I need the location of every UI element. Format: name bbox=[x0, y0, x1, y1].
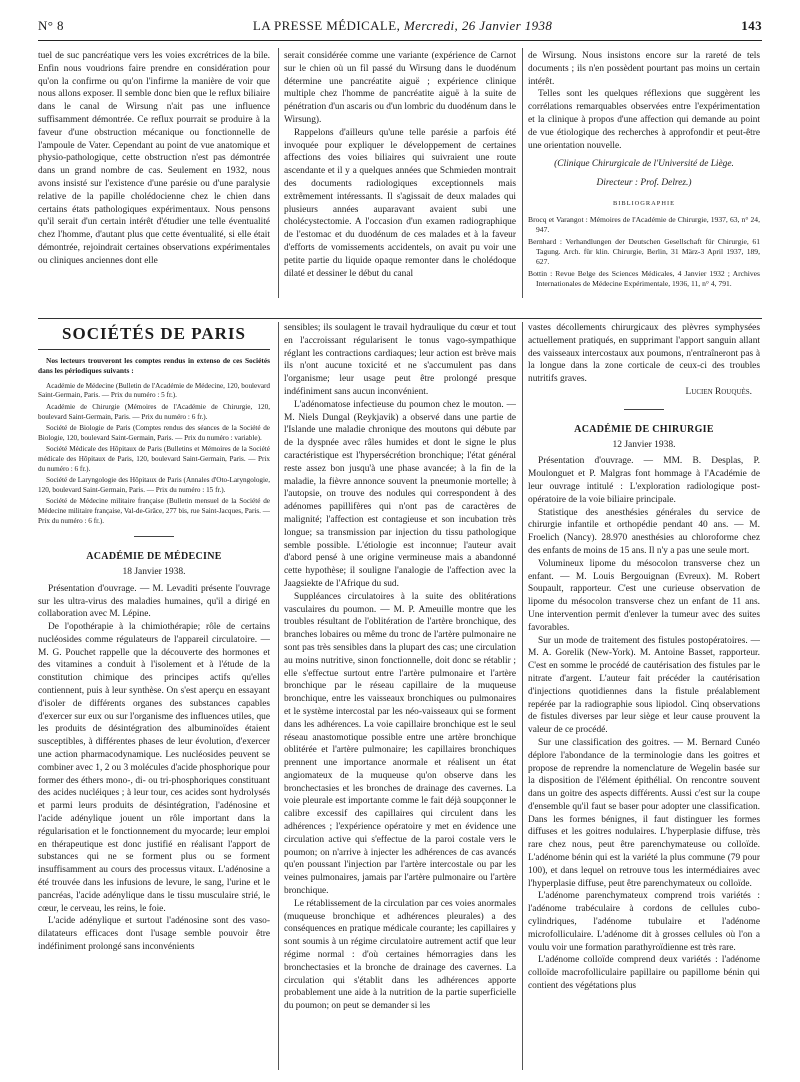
bibliography-entry: Bottin : Revue Belge des Sciences Médicales, 4 Janvier 1932 ; Archives Internationales de Médecine Expérimentale, 1936, 11, n° 4, 791. bbox=[528, 268, 760, 288]
section-heading: ACADÉMIE DE CHIRURGIE bbox=[574, 423, 714, 435]
paragraph: sensibles; ils soulagent le travail hydraulique du cœur et tout en l'accroissant régularisent le tonus vago-sympathique réglant les contractions cardiaques; leur action est brève mais ils n'ont aucune toxicité et ne s'accumulent pas dans l'organisme; leur usage peut être prolongé presque indéfiniment sans aucun inconvénient. bbox=[284, 323, 516, 397]
bibliography-heading: BIBLIOGRAPHIE bbox=[613, 199, 675, 207]
short-divider bbox=[624, 409, 664, 410]
column-divider bbox=[522, 322, 523, 1070]
paragraph: Présentation d'ouvrage. — MM. B. Desplas, P. Moulonguet et P. Malgras font hommage à l'Académie de leur ouvrage intitulé : L'exploration radiologique post-opératoire de la voie biliaire principale. bbox=[528, 456, 760, 505]
issue-number: N° 8 bbox=[38, 18, 64, 33]
top-column-3 bbox=[528, 50, 760, 291]
society-entry: Académie de Chirurgie (Mémoires de l'Académie de Chirurgie, 120, boulevard Saint-Germain, Paris. — Prix du numéro : 6 fr.). bbox=[38, 402, 270, 421]
paragraph: Telles sont les quelques réflexions que suggèrent les corrélations remarquables observées entre l'expérimentation et la clinique à propos d'une affection qui demande au point de vue étiologique des recherches à approfondir et peut-être une orientation nouvelle. bbox=[528, 89, 760, 151]
paragraph: Rappelons d'ailleurs qu'une telle parésie a parfois été invoquée pour expliquer le développement de certaines affections des voies biliaires qui suivraient une route ascendante et il y a quelques années que Schmieden montrait des documents radiologiques exceptionnels mais extrêmement intéressants. Il s'agissait de deux malades qui plusieurs années auparavant avaient subi une cholécystectomie. A l'occasion d'un examen radiographique de l'estomac et du duodénum de ces malades et à la faveur d'efforts de vomissements accidentels, on avait pu voir une petite partie du liquide opaque remonter dans le cholédoque dilaté et dessiner le début du canal bbox=[284, 127, 516, 279]
societies-list bbox=[38, 382, 270, 526]
journal-page bbox=[38, 0, 762, 1082]
paragraph: L'adénome parenchymateux comprend trois variétés : l'adénome trabéculaire à cordons de cellules cubo-cylindriques, l'adénome tubulaire et l'adénome microfolliculaire. L'adénome dit à grosses cellules où l'on a voulu voir une formation parathyroïdienne est très rare. bbox=[528, 891, 760, 953]
clinic-affiliation: (Clinique Chirurgicale de l'Université de Liège. bbox=[554, 159, 734, 170]
paragraph: De l'opothérapie à la chimiothérapie; rôle de certains nucléosides comme régulateurs de l'appareil circulatoire. — M. G. Pouchet rappelle que la découverte des hormones et des vitamines a conduit à l'isolement et à l'étude de la constitution chimique des principes actifs qu'elles contiennent, puis à leur synthèse. On s'est aperçu en essayant d'isoler de différents organes des substances capables d'exercer sur eux ou sur l'organisme des influences utiles, que les produits de désintégration des albuminoïdes étaient susceptibles, à différentes phases de leur évolution, d'exercer une action pharmacodynamique. Les nucléosides peuvent se combiner avec 1, 2 ou 3 molécules d'acide phosphorique pour former des éthers mono-, di- ou tri-phosphoriques constituant des acides nucléiques ; à leur tour, ces acides sont hydrolysés et parmi leurs produits de désintégration, l'adénosine et l'acide adénylique jouent un rôle important dans la régularisation et le fonctionnement du myocarde; leur emploi en thérapeutique est donc justifié en réalisant l'apport de substances qui ne se forment plus ou se forment insuffisamment au cours des processus vitaux. L'adénosine a été trouvée dans les infusions de levure, le sang, l'urine et le pancréas, l'acide adénylique dans le tissu musculaire strié, le cœur, le cerveau, les reins, le foie. bbox=[38, 622, 270, 914]
column-divider bbox=[278, 322, 279, 1070]
title-rule bbox=[38, 349, 270, 350]
issue-date: Mercredi, 26 Janvier 1938 bbox=[403, 18, 553, 33]
top-column-2 bbox=[284, 50, 516, 280]
journal-name: LA PRESSE MÉDICALE, bbox=[252, 18, 401, 33]
top-column-1 bbox=[38, 50, 270, 268]
paragraph: L'adénomatose infectieuse du poumon chez le mouton. — M. Niels Dungal (Reykjavik) a observé dans une partie de l'Islande une maladie chronique des moutons qui débute par de la dyspnée avec râles humides et dont le signe le plus caractéristique est l'hypersécrétion bronchique; l'état général reste assez bon jusqu'à une phase avancée; à la fin de la maladie, la fièvre annonce souvent la pneumonie mortelle; à l'autopsie, on trouve des nodules qui correspondent à des adénomes papillifères qui n'ont pas de caractères de malignité; l'affection est contagieuse et son incubation très longue; sa transmission par injection du tissu pathologique semble possible. L'étiologie est inconnue; l'auteur avait d'abord pensé à une origine vermineuse mais a abandonné cette hypothèse; il souligne l'analogie de l'affection avec la Jaagsiekte de l'Afrique du sud. bbox=[284, 399, 516, 589]
section-rule bbox=[38, 318, 762, 319]
bottom-column-2 bbox=[284, 322, 516, 1013]
paragraph: de Wirsung. Nous insistons encore sur la rareté de tels documents ; ils n'en possèdent pourtant pas moins un certain intérêt. bbox=[528, 51, 760, 87]
paragraph: Sur un mode de traitement des fistules postopératoires. — M. A. Gorelik (New-York). M. Antoine Basset, rapporteur. C'est en somme le procédé de cautérisation des fistules par le nitrate d'argent. L'auteur fait précéder la cautérisation d'injections quotidiennes dans la fistule préalablement repérée par la radiographie sous lipiodol. Cinq observations de fistules diverses par leur siège et leur cause prouvent la valeur de ce procédé. bbox=[528, 635, 760, 736]
paragraph: Sur une classification des goitres. — M. Bernard Cunéo déplore l'abondance de la terminologie dans les goitres et propose de reprendre la nomenclature de Wegelin basée sur la disposition de l'élément épithélial. On rencontre souvent dans un goitre des aspects différents. Aussi c'est sur la coupe d'ensemble qu'il faut se baser pour adopter une classification. Dans les formes bénignes, il faut distinguer les formes diffuses et les goitres nodulaires. L'hyperplasie diffuse, très rare chez nous, peut être parenchymateuse ou colloïde. L'adénome bénin qui est la variété la plus commune (79 pour 100), et dans lequel on retrouve tous les intermédiaires avec l'hyperplasie diffuse, peut être parenchymateux ou colloïde. bbox=[528, 737, 760, 889]
page-number: 143 bbox=[741, 18, 762, 33]
short-divider bbox=[134, 536, 174, 537]
author-signature: Lucien Rouquès. bbox=[685, 386, 752, 397]
bibliography bbox=[528, 215, 760, 289]
paragraph: Statistique des anesthésies générales du service de chirurgie infantile et orthopédie pendant 40 ans. — M. Froelich (Nancy). 28.970 anesthésies au chloroforme chez des enfants de moins de 15 ans. Il n'y a pas une seule mort. bbox=[528, 507, 760, 556]
section-date: 18 Janvier 1938. bbox=[122, 566, 186, 577]
society-entry: Société Médicale des Hôpitaux de Paris (Bulletins et Mémoires de la Société médicale des Hôpitaux de Paris, 120, boulevard Saint-Germain, Paris. — Prix du numéro : 6 fr.). bbox=[38, 445, 270, 473]
paragraph: vastes décollements chirurgicaux des plèvres symphysées actuellement pratiqués, en supprimant l'apport sanguin allant des vaisseaux intercostaux aux poumons, n'entraîneront pas à la longue dans la zone corticale de ceux-ci des troubles nutritifs graves. bbox=[528, 323, 760, 385]
society-entry: Société de Biologie de Paris (Comptes rendus des séances de la Société de Biologie, 120, boulevard Saint-Germain, Paris. — Prix du numéro : variable). bbox=[38, 424, 270, 442]
page-header bbox=[38, 18, 762, 36]
bottom-column-1 bbox=[38, 322, 270, 954]
paragraph: Présentation d'ouvrage. — M. Levaditi présente l'ouvrage sur les ultra-virus des maladies humaines, qu'il a dirigé en collaboration avec M. Lépine. bbox=[38, 583, 270, 620]
paragraph: tuel de suc pancréatique vers les voies excrétrices de la bile. Enfin nous voudrions faire prendre en considération pour qu'on la confirme ou qu'on l'infirme la manière de voir que nous allons exposer. Il semble donc bien que le reflux biliaire dans le canal de Wirsung n'ait pas une influence suffisamment démontrée. Ce reflux pourrait se produire à la faveur d'une obstruction mécanique ou fonctionnelle de l'ampoule de Vater. Cependant au point de vue anatomique et physio-pathologique, cette obstruction n'est pas démontrée dans un grand nombre de cas. Seulement en 1932, nous avons insisté sur l'existence d'une parésie ou d'une paralysie relative de la papille cholédocienne chez le chien dans certains états pathologiques expérimentaux. Nous pensons qu'il serait d'un certain intérêt d'étudier une telle éventualité chez l'homme, d'autant plus que cette éventualité, si elle était démontrée, rejoindrait certaines observations expérimentales ou cliniques anciennes dont elle bbox=[38, 51, 270, 266]
bottom-column-3 bbox=[528, 322, 760, 993]
journal-title-line bbox=[253, 18, 552, 34]
column-divider bbox=[522, 48, 523, 298]
paragraph: L'acide adénylique et surtout l'adénosine sont des vaso-dilatateurs efficaces dont l'usage semble pouvoir être indéfiniment prolongé sans inconvénients bbox=[38, 916, 270, 953]
bibliography-entry: Brocq et Varangot : Mémoires de l'Académie de Chirurgie, 1937, 63, n° 24, 947. bbox=[528, 214, 760, 234]
paragraph: Suppléances circulatoires à la suite des oblitérations vasculaires du poumon. — M. P. Ameuille montre que les troubles résultant de l'oblitération de l'artère bronchique, des branches lobaires ou même du tronc de l'artère pulmonaire ne sont pas très sensibles dans la plupart des cas; une circulation au moins nutritive, sinon fonctionnelle, doit donc se rétablir ; elle s'effectue surtout entre l'artère pulmonaire et l'artère bronchique par le réseau capillaire de la muqueuse bronchique, entre les vaisseaux bronchiques ou pulmonaires et le système intercostal par les néo-vaisseaux qui se forment dans les adhérences. La voie capillaire bronchique est le seul réseau anastomotique possible entre une artère bronchique oblitérée et l'artère pulmonaire; les capillaires bronchiques prennent une importance anormale et réalisent un état angiomateux de la muqueuse qu'on observe dans les bronchectasies et les bronches de drainage des cavernes. La voie pleurale est importante comme le fait déjà soupçonner le calibre excessif des capillaires qui circulent dans les adhérences ; l'expérience opératoire y met en évidence une circulation active qui s'effectue de la paroi costale vers le poumon; on n'arrive à injecter les adhérences de cas avancés qu'en poussant l'injection par l'artère intercostale ou par les veines pulmonaires, jamais par l'artère pulmonaire ou l'artère bronchique. bbox=[284, 591, 516, 897]
paragraph: L'adénome colloïde comprend deux variétés : l'adénome colloïde macrofolliculaire papillaire ou papillome bénin qui contient des végétations plus bbox=[528, 955, 760, 992]
society-entry: Société de Laryngologie des Hôpitaux de Paris (Annales d'Oto-Laryngologie, 120, boulevard Saint-Germain, Paris. — Prix du numéro : 15 fr.). bbox=[38, 476, 270, 494]
header-rule bbox=[38, 40, 762, 41]
society-entry: Académie de Médecine (Bulletin de l'Académie de Médecine, 120, boulevard Saint-Germain, Paris. — Prix du numéro : 5 fr.). bbox=[38, 381, 270, 400]
paragraph: Le rétablissement de la circulation par ces voies anormales (muqueuse bronchique et adhérences pleurales) a des conséquences en pratique médicale courante; les capillaires y sont soumis à un régime circulatoire autrement actif que leur régime normal : d'où certaines hémorragies dans les bronchectasies et la bronche de drainage des cavernes. La circulation qui s'établit dans les adhérences apporte probablement une aide à la nutrition de la partie superficielle du poumon; on peut se demander si les bbox=[284, 898, 516, 1012]
director-line: Directeur : Prof. Delrez.) bbox=[596, 178, 692, 189]
paragraph: Volumineux lipome du mésocolon transverse chez un enfant. — M. Louis Bergouignan (Evreux). M. Robert Soupault, rapporteur. C'est une curieuse observation de lipome du mésocolon transverse chez un enfant de 11 ans. Une intervention permit d'enlever la tumeur avec des suites favorables. bbox=[528, 558, 760, 633]
paragraph: serait considérée comme une variante (expérience de Carnot sur le chien où un fil passé du Wirsung dans le duodénum détermine une pancréatite aiguë ; expérience clinique multiple chez l'homme de pancréatite aiguë à la suite de pénétration d'un ascaris ou d'un lombric du duodénum dans le Wirsung). bbox=[284, 51, 516, 125]
intro-note: Nos lecteurs trouveront les comptes rendus in extenso de ces Sociétés dans les périodiques suivants : bbox=[38, 355, 270, 375]
section-title: SOCIÉTÉS DE PARIS bbox=[62, 324, 246, 343]
column-divider bbox=[278, 48, 279, 298]
section-date: 12 Janvier 1938. bbox=[612, 439, 676, 450]
bibliography-entry: Bernhard : Verhandlungen der Deutschen Gesellschaft für Chirurgie, 61 Tagung. Arch. für klin. Chirurgie, Berlin, 31 März-3 April 1937, 189, 627. bbox=[528, 236, 760, 266]
section-heading: ACADÉMIE DE MÉDECINE bbox=[86, 551, 222, 563]
society-entry: Société de Médecine militaire française (Bulletin mensuel de la Société de Médecine militaire française, Val-de-Grâce, 277 bis, rue Saint-Jacques, Paris. — Prix du numéro : 6 fr.). bbox=[38, 497, 270, 525]
